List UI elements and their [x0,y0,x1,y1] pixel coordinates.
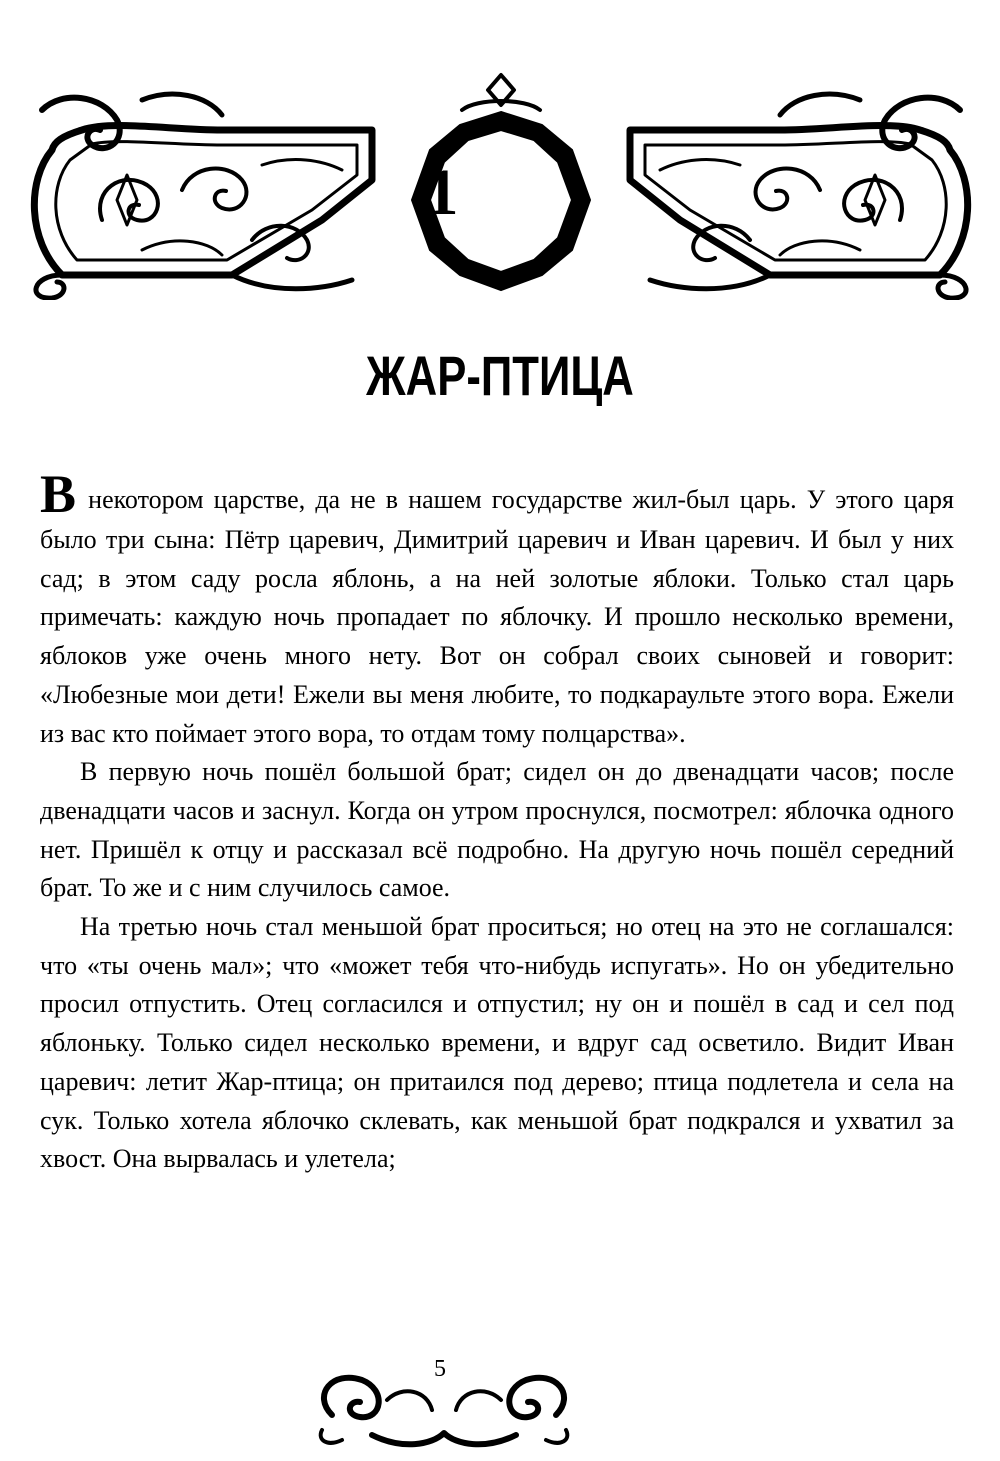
paragraph: На третью ночь стал меньшой брат проситься; но отец на это не соглашался: что «ты очень мал»; что «может тебя что-нибудь испугать». Но он убедительно просил отпустить. Отец согласился и отпустил; ну он и пошёл в сад и сел под яблоньку. Только сидел несколько времени, и вдруг сад осветило. Видит Иван царевич: летит Жар-птица; он притаился под дерево; птица подлетела и села на сук. Только хотела яблочко склевать, как меньшой брат подкрался и ухватил за хвост. Она вырвалась и улетела; [40,912,954,1174]
paragraph-text: некотором царстве, да не в нашем государстве жил-был царь. У этого царя было три сына: Пётр царевич, Димитрий царевич и Иван царевич. И был у них сад; в этом саду росла яблонь, а на ней золотые яблоки. Только стал царь примечать: каждую ночь пропадает по яблочку. И прошло несколько времени, яблоков уже очень много нету. Вот он собрал своих сыновей и говорит: «Любезные мои дети! Ежели вы меня любите, то подкараульте этого вора. Ежели из вас кто поймает этого вора, то отдам тому полцарства». [40,485,954,748]
drop-cap: В [40,464,77,524]
paragraph [40,464,954,753]
chapter-number: 1 [425,156,459,229]
chapter-title: ЖАР-ПТИЦА [366,344,634,407]
page-number: 5 [434,1356,446,1382]
story-text [40,464,954,1179]
paragraph: В первую ночь пошёл большой брат; сидел он до двенадцати часов; после двенадцати часов и заснул. Когда он утром проснулся, посмотрел: яблочка одного нет. Пришёл к отцу и рассказал всё подробно. На другую ночь пошёл середний брат. То же и с ним случилось самое. [40,757,954,903]
